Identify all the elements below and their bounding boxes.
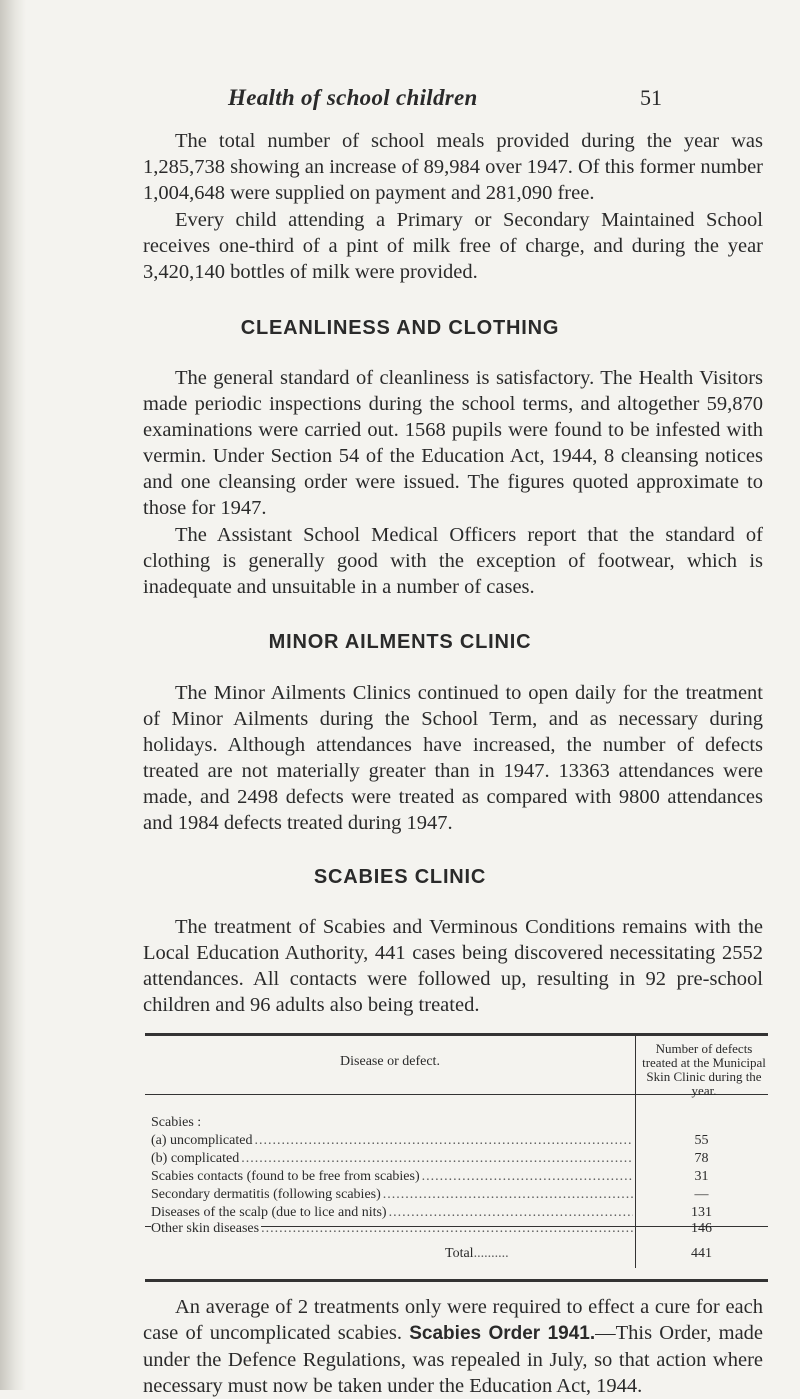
table-row-value: — (694, 1187, 709, 1202)
scabies-order-title: Scabies Order 1941. (409, 1323, 596, 1344)
paragraph-cleanliness: The general standard of cleanliness is satisfactory. The Health Visitors made periodic inspections during the school terms, and altogether 59,870 examinations were carried out. 1568 pupils were found to be infested with vermin. Under Section 54 of the Education Act, 1944, 8 cleansing notices and one cleansing order were issued. The figures quoted approximate to those for 1947. (143, 367, 763, 519)
paragraph-minor-ailments: The Minor Ailments Clinics continued to open daily for the treatment of Minor Ailments during the School Term, and as necessary during holidays. Although attendances have increased, the number of defects treated are not materially greater than in 1947. 13363 attendances were made, and 2498 defects were treated as compared with 9800 attendances and 1984 defects treated during 1947. (143, 682, 763, 834)
column-header-number: Number of defects treated at the Municipal Skin Clinic during the year. (642, 1041, 766, 1098)
heading-scabies: SCABIES CLINIC (313, 866, 487, 888)
table-group-label: Scabies : (151, 1115, 202, 1130)
closing-text-b: —This Order, made under the Defence Regulations, was repealed in July, so that action where necessary must now be taken under the Education Act, 1944. (143, 1322, 764, 1397)
table-row-value: 146 (691, 1221, 712, 1236)
table-row-label: (b) complicated ..... (151, 1150, 633, 1168)
table-row-value: 31 (694, 1169, 709, 1184)
table-row-label: Diseases of the scalp (due to lice and nits) ..... (151, 1204, 633, 1222)
column-header-disease: Disease or defect. (340, 1054, 440, 1069)
paragraph-clothing: The Assistant School Medical Officers report that the standard of clothing is generally good with the exception of footwear, which is inadequate and unsuitable in a number of cases. (143, 524, 763, 598)
page-binding-shadow (0, 0, 26, 1390)
heading-minor-ailments: MINOR AILMENTS CLINIC (268, 631, 532, 653)
heading-cleanliness: CLEANLINESS AND CLOTHING (240, 317, 560, 339)
paragraph-scabies: The treatment of Scabies and Verminous Conditions remains with the Local Education Authority, 441 cases being discovered necessitating 2552 attendances. All contacts were followed up, resulting in 92 pre-school children and 96 adults also being treated. (143, 916, 763, 1016)
skin-clinic-table (145, 1033, 768, 1282)
paragraph-milk: Every child attending a Primary or Secondary Maintained School receives one-third of a pint of milk free of charge, and during the year 3,420,140 bottles of milk were provided. (143, 209, 763, 283)
paragraph-meals: The total number of school meals provided during the year was 1,285,738 showing an increase of 89,984 over 1947. Of this former number 1,004,648 were supplied on payment and 281,090 free. (143, 130, 763, 204)
paragraph-closing (143, 1294, 763, 1399)
table-row-label: Scabies contacts (found to be free from scabies) ..... (151, 1168, 633, 1186)
table-row-value: 55 (694, 1133, 709, 1148)
table-row-label: Other skin diseases ..... (151, 1220, 633, 1238)
table-row-label: Secondary dermatitis (following scabies) ..... (151, 1186, 633, 1204)
table-total-label: Total ..... (445, 1246, 509, 1262)
table-total-value: 441 (691, 1246, 712, 1261)
closing-text-a: An average of 2 treatments only were required to effect a cure for each case of uncomplicated scabies. (143, 1296, 763, 1344)
table-row-value: 78 (694, 1151, 709, 1166)
running-title: Health of school children (228, 85, 478, 110)
running-header (0, 85, 800, 115)
page-number: 51 (640, 85, 662, 110)
table-row-value: 131 (691, 1205, 712, 1220)
table-row-label: (a) uncomplicated ..... (151, 1132, 633, 1150)
